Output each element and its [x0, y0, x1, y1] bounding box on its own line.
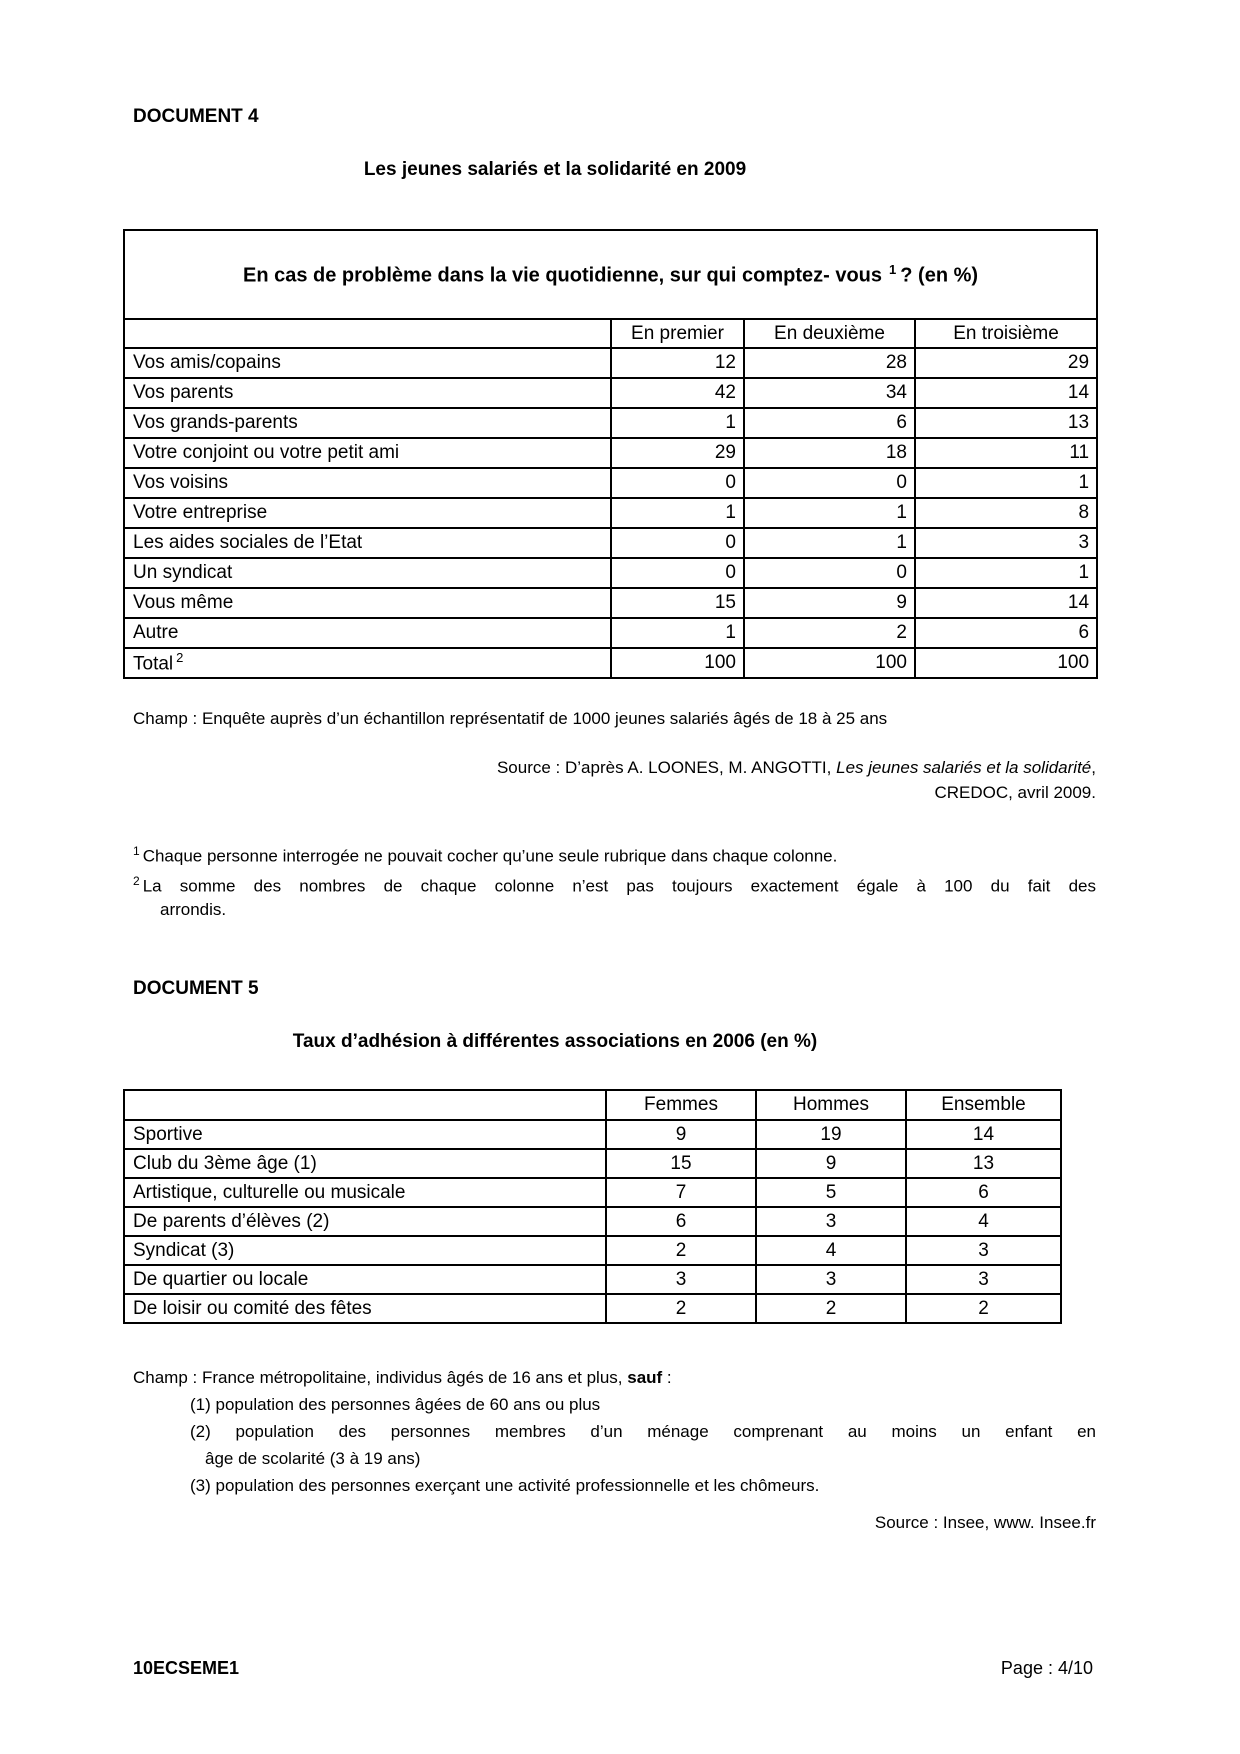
table-row — [124, 348, 1097, 378]
caption-footnote-marker: 1 — [889, 261, 897, 277]
row-label: Vous même — [124, 588, 611, 618]
value-cell: 0 — [744, 468, 915, 498]
footer-page-number: Page : 4/10 — [1000, 1658, 1093, 1678]
footnotes — [133, 839, 1096, 922]
table-row — [124, 468, 1097, 498]
column-header: Hommes — [756, 1090, 906, 1120]
table-caption-row — [124, 230, 1097, 319]
footnote-2: $^2$ La somme des nombres de chaque colonne n’est pas toujours exactement égale à 100 du fait des — [133, 873, 1096, 896]
value-cell: 6 — [906, 1178, 1061, 1207]
row-label: Votre conjoint ou votre petit ami — [124, 438, 611, 468]
value-cell: 3 — [606, 1265, 756, 1294]
table1-source — [123, 755, 1096, 805]
page-content — [123, 0, 1096, 1533]
row-label: Votre entreprise — [124, 498, 611, 528]
table-row — [124, 558, 1097, 588]
value-cell: 9 — [756, 1149, 906, 1178]
row-label: Syndicat (3) — [124, 1236, 606, 1265]
value-cell: 18 — [744, 438, 915, 468]
value-cell: 3 — [906, 1265, 1061, 1294]
row-label: Vos grands-parents — [124, 408, 611, 438]
footnote-2-continuation: arrondis. — [160, 900, 227, 920]
row-label: De quartier ou locale — [124, 1265, 606, 1294]
table1-champ-note: Champ : Enquête auprès d’un échantillon représentatif de 1000 jeunes salariés âgés de 18 à 25 ans — [133, 709, 888, 728]
value-cell: 3 — [756, 1207, 906, 1236]
empty-header-cell — [124, 319, 611, 348]
value-cell: 34 — [744, 378, 915, 408]
column-header: En troisième — [915, 319, 1097, 348]
value-cell: 14 — [915, 588, 1097, 618]
column-header: En premier — [611, 319, 744, 348]
row-label — [124, 648, 611, 678]
value-cell: 1 — [611, 618, 744, 648]
value-cell: 15 — [606, 1149, 756, 1178]
value-cell: 9 — [744, 588, 915, 618]
value-cell: 1 — [744, 498, 915, 528]
value-cell: 3 — [915, 528, 1097, 558]
value-cell: 1 — [744, 528, 915, 558]
document4-heading: DOCUMENT 4 — [133, 106, 259, 127]
value-cell: 8 — [915, 498, 1097, 528]
row-label: Un syndicat — [124, 558, 611, 588]
document5-heading: DOCUMENT 5 — [133, 978, 259, 1000]
row-label: Vos parents — [124, 378, 611, 408]
value-cell: 5 — [756, 1178, 906, 1207]
table-row — [124, 618, 1097, 648]
table2-source: Source : Insee, www. Insee.fr — [874, 1513, 1096, 1533]
value-cell: 3 — [906, 1236, 1061, 1265]
table-header-row — [124, 319, 1097, 348]
column-header: Ensemble — [906, 1090, 1061, 1120]
table-row — [124, 1120, 1061, 1149]
caption-tail: ? (en %) — [900, 264, 979, 287]
champ-item-2: (2) population des personnes membres d’un ménage comprenant au moins un enfant en — [190, 1422, 1096, 1442]
caption-text: En cas de problème dans la vie quotidienne, sur qui comptez- vous — [243, 264, 883, 287]
row-label: De loisir ou comité des fêtes — [124, 1294, 606, 1323]
value-cell: 2 — [744, 618, 915, 648]
column-header: Femmes — [606, 1090, 756, 1120]
value-cell: 0 — [611, 528, 744, 558]
value-cell: 100 — [744, 648, 915, 678]
table-row — [124, 1236, 1061, 1265]
value-cell: 4 — [906, 1207, 1061, 1236]
value-cell: 7 — [606, 1178, 756, 1207]
value-cell: 4 — [756, 1236, 906, 1265]
value-cell: 1 — [915, 468, 1097, 498]
value-cell: 2 — [756, 1294, 906, 1323]
value-cell: 29 — [611, 438, 744, 468]
value-cell: 2 — [606, 1294, 756, 1323]
row-label: Vos voisins — [124, 468, 611, 498]
empty-header-cell — [124, 1090, 606, 1120]
row-label: Vos amis/copains — [124, 348, 611, 378]
value-cell: 9 — [606, 1120, 756, 1149]
value-cell: 14 — [915, 378, 1097, 408]
value-cell: 29 — [915, 348, 1097, 378]
total-label: Total — [133, 653, 174, 675]
row-label: Sportive — [124, 1120, 606, 1149]
value-cell: 15 — [611, 588, 744, 618]
source-line1: Source : D’après A. LOONES, M. ANGOTTI, Les jeunes salariés et la solidarité, — [496, 758, 1096, 777]
table-row — [124, 1149, 1061, 1178]
table-row — [124, 1265, 1061, 1294]
value-cell: 14 — [906, 1120, 1061, 1149]
page-footer — [133, 1658, 1093, 1679]
table-row — [124, 1178, 1061, 1207]
table-row — [124, 498, 1097, 528]
champ-item-3: (3) population des personnes exerçant une activité professionnelle et les chômeurs. — [190, 1476, 820, 1496]
value-cell: 100 — [611, 648, 744, 678]
source-work-title: Les jeunes salariés et la solidarité — [836, 758, 1092, 777]
value-cell: 2 — [606, 1236, 756, 1265]
value-cell: 1 — [611, 408, 744, 438]
champ-item-2-continuation: âge de scolarité (3 à 19 ans) — [205, 1449, 421, 1469]
row-label: Artistique, culturelle ou musicale — [124, 1178, 606, 1207]
table2-champ-note — [133, 1364, 1096, 1499]
value-cell: 0 — [744, 558, 915, 588]
value-cell: 100 — [915, 648, 1097, 678]
row-label: Les aides sociales de l’Etat — [124, 528, 611, 558]
table-total-row — [124, 648, 1097, 678]
value-cell: 13 — [906, 1149, 1061, 1178]
row-label: Club du 3ème âge (1) — [124, 1149, 606, 1178]
value-cell: 19 — [756, 1120, 906, 1149]
table-row — [124, 1294, 1061, 1323]
value-cell: 6 — [606, 1207, 756, 1236]
source-line2: CREDOC, avril 2009. — [934, 783, 1096, 802]
column-header: En deuxième — [744, 319, 915, 348]
table-row — [124, 528, 1097, 558]
value-cell: 42 — [611, 378, 744, 408]
value-cell: 12 — [611, 348, 744, 378]
table-header-row — [124, 1090, 1061, 1120]
champ-sauf: sauf — [627, 1368, 663, 1388]
table-row — [124, 438, 1097, 468]
value-cell: 1 — [611, 498, 744, 528]
document4-title: Les jeunes salariés et la solidarité en 2009 — [363, 159, 747, 180]
value-cell: 1 — [915, 558, 1097, 588]
value-cell: 6 — [915, 618, 1097, 648]
value-cell: 3 — [756, 1265, 906, 1294]
table-row — [124, 378, 1097, 408]
value-cell: 0 — [611, 468, 744, 498]
value-cell: 2 — [906, 1294, 1061, 1323]
table-caption — [124, 230, 1097, 319]
value-cell: 0 — [611, 558, 744, 588]
row-label: Autre — [124, 618, 611, 648]
value-cell: 11 — [915, 438, 1097, 468]
table-row — [124, 588, 1097, 618]
champ-line1: Champ : France métropolitaine, individus âgés de 16 ans et plus, sauf : — [133, 1368, 672, 1388]
value-cell: 28 — [744, 348, 915, 378]
total-footnote-marker: 2 — [176, 650, 184, 666]
table-solidarite — [123, 229, 1098, 679]
table-row — [124, 1207, 1061, 1236]
value-cell: 13 — [915, 408, 1097, 438]
value-cell: 6 — [744, 408, 915, 438]
table-row — [124, 408, 1097, 438]
footer-document-code: 10ECSEME1 — [133, 1658, 240, 1678]
table-adhesion — [123, 1089, 1062, 1324]
champ-item-1: (1) population des personnes âgées de 60 ans ou plus — [190, 1395, 601, 1415]
footnote-1: $^1$ Chaque personne interrogée ne pouvait cocher qu’une seule rubrique dans chaque colonne. — [133, 844, 838, 866]
row-label: De parents d’élèves (2) — [124, 1207, 606, 1236]
document5-title: Taux d’adhésion à différentes associations en 2006 (en %) — [292, 1031, 818, 1053]
